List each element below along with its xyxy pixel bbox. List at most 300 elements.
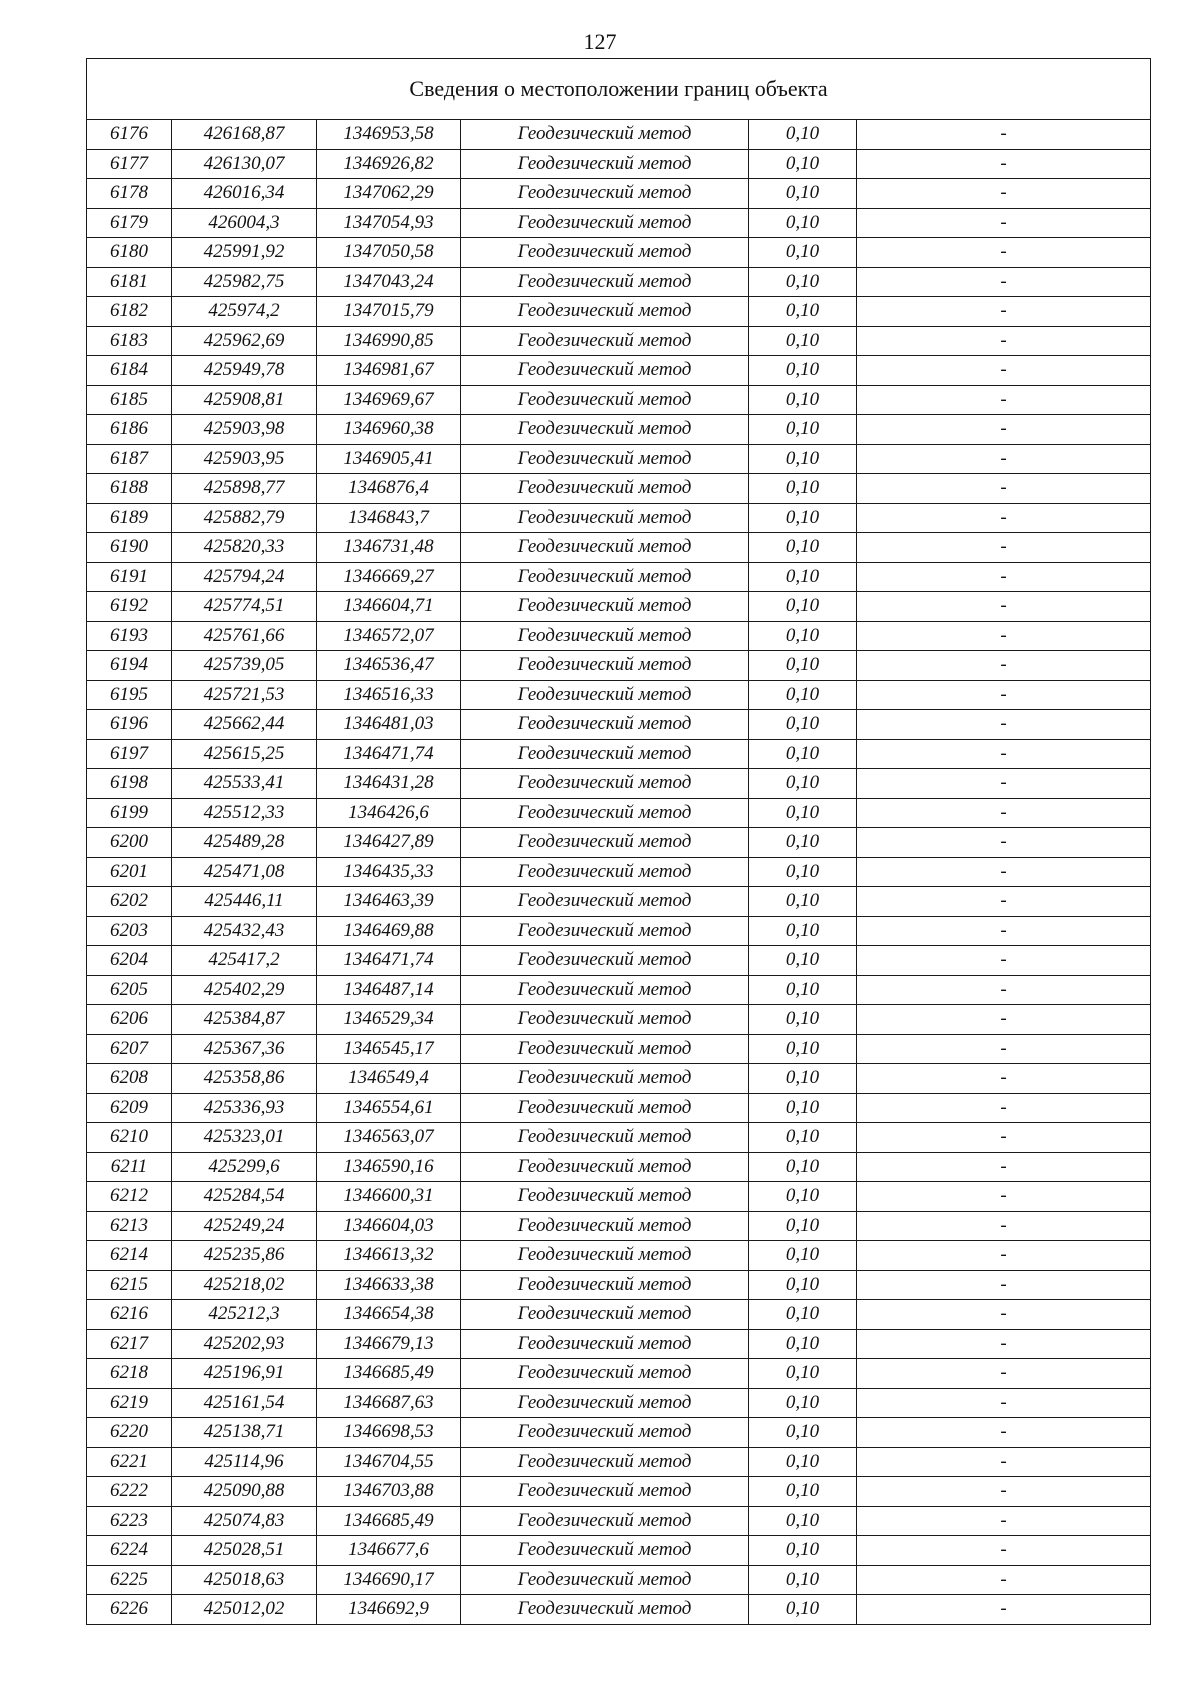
y-coordinate-cell: 1347050,58 [317, 238, 461, 268]
x-coordinate-cell: 425432,43 [172, 916, 317, 946]
description-cell: - [857, 1418, 1151, 1448]
x-coordinate-cell: 426130,07 [172, 149, 317, 179]
table-row [87, 798, 1151, 828]
point-number-cell: 6186 [87, 415, 172, 445]
y-coordinate-cell: 1346481,03 [317, 710, 461, 740]
accuracy-cell: 0,10 [749, 1506, 857, 1536]
accuracy-cell: 0,10 [749, 385, 857, 415]
point-number-cell: 6192 [87, 592, 172, 622]
table-row [87, 1329, 1151, 1359]
y-coordinate-cell: 1346731,48 [317, 533, 461, 563]
table-row [87, 916, 1151, 946]
x-coordinate-cell: 425138,71 [172, 1418, 317, 1448]
table-row [87, 1064, 1151, 1094]
point-number-cell: 6221 [87, 1447, 172, 1477]
table-row [87, 1388, 1151, 1418]
description-cell: - [857, 710, 1151, 740]
description-cell: - [857, 149, 1151, 179]
table-row [87, 1300, 1151, 1330]
point-number-cell: 6181 [87, 267, 172, 297]
y-coordinate-cell: 1346563,07 [317, 1123, 461, 1153]
y-coordinate-cell: 1346685,49 [317, 1506, 461, 1536]
point-number-cell: 6189 [87, 503, 172, 533]
x-coordinate-cell: 425284,54 [172, 1182, 317, 1212]
boundary-coordinates-table [86, 58, 1151, 1625]
y-coordinate-cell: 1347043,24 [317, 267, 461, 297]
description-cell: - [857, 680, 1151, 710]
accuracy-cell: 0,10 [749, 651, 857, 681]
accuracy-cell: 0,10 [749, 238, 857, 268]
point-number-cell: 6212 [87, 1182, 172, 1212]
accuracy-cell: 0,10 [749, 1329, 857, 1359]
point-number-cell: 6205 [87, 975, 172, 1005]
x-coordinate-cell: 425820,33 [172, 533, 317, 563]
description-cell: - [857, 474, 1151, 504]
method-cell: Геодезический метод [461, 503, 749, 533]
accuracy-cell: 0,10 [749, 120, 857, 150]
point-number-cell: 6206 [87, 1005, 172, 1035]
x-coordinate-cell: 426168,87 [172, 120, 317, 150]
x-coordinate-cell: 425446,11 [172, 887, 317, 917]
table-row [87, 1005, 1151, 1035]
accuracy-cell: 0,10 [749, 356, 857, 386]
table-row [87, 120, 1151, 150]
method-cell: Геодезический метод [461, 857, 749, 887]
accuracy-cell: 0,10 [749, 592, 857, 622]
description-cell: - [857, 1211, 1151, 1241]
y-coordinate-cell: 1346905,41 [317, 444, 461, 474]
method-cell: Геодезический метод [461, 1123, 749, 1153]
accuracy-cell: 0,10 [749, 798, 857, 828]
point-number-cell: 6178 [87, 179, 172, 209]
description-cell: - [857, 592, 1151, 622]
method-cell: Геодезический метод [461, 887, 749, 917]
x-coordinate-cell: 425212,3 [172, 1300, 317, 1330]
x-coordinate-cell: 425898,77 [172, 474, 317, 504]
table-row [87, 444, 1151, 474]
table-row [87, 1270, 1151, 1300]
table-row [87, 356, 1151, 386]
accuracy-cell: 0,10 [749, 710, 857, 740]
table-row [87, 1595, 1151, 1625]
description-cell: - [857, 444, 1151, 474]
table-row [87, 474, 1151, 504]
y-coordinate-cell: 1347054,93 [317, 208, 461, 238]
accuracy-cell: 0,10 [749, 828, 857, 858]
description-cell: - [857, 1388, 1151, 1418]
table-row [87, 946, 1151, 976]
table-row [87, 592, 1151, 622]
method-cell: Геодезический метод [461, 356, 749, 386]
accuracy-cell: 0,10 [749, 1477, 857, 1507]
method-cell: Геодезический метод [461, 680, 749, 710]
description-cell: - [857, 828, 1151, 858]
y-coordinate-cell: 1346590,16 [317, 1152, 461, 1182]
x-coordinate-cell: 425358,86 [172, 1064, 317, 1094]
y-coordinate-cell: 1346960,38 [317, 415, 461, 445]
method-cell: Геодезический метод [461, 1388, 749, 1418]
point-number-cell: 6203 [87, 916, 172, 946]
description-cell: - [857, 916, 1151, 946]
table-row [87, 1506, 1151, 1536]
y-coordinate-cell: 1346703,88 [317, 1477, 461, 1507]
x-coordinate-cell: 425794,24 [172, 562, 317, 592]
y-coordinate-cell: 1346487,14 [317, 975, 461, 1005]
point-number-cell: 6219 [87, 1388, 172, 1418]
point-number-cell: 6194 [87, 651, 172, 681]
point-number-cell: 6223 [87, 1506, 172, 1536]
x-coordinate-cell: 425662,44 [172, 710, 317, 740]
method-cell: Геодезический метод [461, 651, 749, 681]
x-coordinate-cell: 425903,98 [172, 415, 317, 445]
point-number-cell: 6184 [87, 356, 172, 386]
table-row [87, 651, 1151, 681]
y-coordinate-cell: 1346981,67 [317, 356, 461, 386]
accuracy-cell: 0,10 [749, 415, 857, 445]
table-header-row [87, 59, 1151, 120]
method-cell: Геодезический метод [461, 1034, 749, 1064]
method-cell: Геодезический метод [461, 1447, 749, 1477]
accuracy-cell: 0,10 [749, 1182, 857, 1212]
description-cell: - [857, 1270, 1151, 1300]
method-cell: Геодезический метод [461, 1300, 749, 1330]
y-coordinate-cell: 1346843,7 [317, 503, 461, 533]
x-coordinate-cell: 425161,54 [172, 1388, 317, 1418]
method-cell: Геодезический метод [461, 120, 749, 150]
table-row [87, 503, 1151, 533]
description-cell: - [857, 887, 1151, 917]
method-cell: Геодезический метод [461, 474, 749, 504]
method-cell: Геодезический метод [461, 238, 749, 268]
method-cell: Геодезический метод [461, 1536, 749, 1566]
description-cell: - [857, 1565, 1151, 1595]
method-cell: Геодезический метод [461, 769, 749, 799]
description-cell: - [857, 1064, 1151, 1094]
x-coordinate-cell: 425991,92 [172, 238, 317, 268]
accuracy-cell: 0,10 [749, 769, 857, 799]
table-row [87, 149, 1151, 179]
x-coordinate-cell: 425249,24 [172, 1211, 317, 1241]
accuracy-cell: 0,10 [749, 1595, 857, 1625]
x-coordinate-cell: 425982,75 [172, 267, 317, 297]
point-number-cell: 6204 [87, 946, 172, 976]
x-coordinate-cell: 425949,78 [172, 356, 317, 386]
y-coordinate-cell: 1346690,17 [317, 1565, 461, 1595]
method-cell: Геодезический метод [461, 297, 749, 327]
y-coordinate-cell: 1346463,39 [317, 887, 461, 917]
point-number-cell: 6225 [87, 1565, 172, 1595]
description-cell: - [857, 1093, 1151, 1123]
point-number-cell: 6208 [87, 1064, 172, 1094]
table-row [87, 1418, 1151, 1448]
method-cell: Геодезический метод [461, 1418, 749, 1448]
point-number-cell: 6196 [87, 710, 172, 740]
description-cell: - [857, 1152, 1151, 1182]
accuracy-cell: 0,10 [749, 149, 857, 179]
method-cell: Геодезический метод [461, 1477, 749, 1507]
x-coordinate-cell: 425323,01 [172, 1123, 317, 1153]
table-row [87, 1123, 1151, 1153]
y-coordinate-cell: 1346554,61 [317, 1093, 461, 1123]
method-cell: Геодезический метод [461, 1565, 749, 1595]
x-coordinate-cell: 425908,81 [172, 385, 317, 415]
table-row [87, 1152, 1151, 1182]
method-cell: Геодезический метод [461, 798, 749, 828]
accuracy-cell: 0,10 [749, 1300, 857, 1330]
table-row [87, 621, 1151, 651]
point-number-cell: 6220 [87, 1418, 172, 1448]
description-cell: - [857, 946, 1151, 976]
point-number-cell: 6185 [87, 385, 172, 415]
method-cell: Геодезический метод [461, 267, 749, 297]
table-row [87, 415, 1151, 445]
table-row [87, 1477, 1151, 1507]
point-number-cell: 6176 [87, 120, 172, 150]
point-number-cell: 6207 [87, 1034, 172, 1064]
accuracy-cell: 0,10 [749, 503, 857, 533]
description-cell: - [857, 120, 1151, 150]
table-title: Сведения о местоположении границ объекта [87, 59, 1151, 120]
y-coordinate-cell: 1346529,34 [317, 1005, 461, 1035]
y-coordinate-cell: 1346536,47 [317, 651, 461, 681]
point-number-cell: 6215 [87, 1270, 172, 1300]
description-cell: - [857, 208, 1151, 238]
accuracy-cell: 0,10 [749, 1064, 857, 1094]
y-coordinate-cell: 1346926,82 [317, 149, 461, 179]
description-cell: - [857, 1477, 1151, 1507]
point-number-cell: 6187 [87, 444, 172, 474]
point-number-cell: 6213 [87, 1211, 172, 1241]
y-coordinate-cell: 1346876,4 [317, 474, 461, 504]
method-cell: Геодезический метод [461, 208, 749, 238]
x-coordinate-cell: 425018,63 [172, 1565, 317, 1595]
table-row [87, 533, 1151, 563]
description-cell: - [857, 267, 1151, 297]
point-number-cell: 6218 [87, 1359, 172, 1389]
method-cell: Геодезический метод [461, 1359, 749, 1389]
table-row [87, 1359, 1151, 1389]
x-coordinate-cell: 425196,91 [172, 1359, 317, 1389]
description-cell: - [857, 621, 1151, 651]
y-coordinate-cell: 1346679,13 [317, 1329, 461, 1359]
x-coordinate-cell: 425489,28 [172, 828, 317, 858]
y-coordinate-cell: 1347062,29 [317, 179, 461, 209]
accuracy-cell: 0,10 [749, 1388, 857, 1418]
point-number-cell: 6214 [87, 1241, 172, 1271]
y-coordinate-cell: 1346633,38 [317, 1270, 461, 1300]
y-coordinate-cell: 1346471,74 [317, 739, 461, 769]
point-number-cell: 6201 [87, 857, 172, 887]
table-body [87, 120, 1151, 1625]
method-cell: Геодезический метод [461, 1182, 749, 1212]
x-coordinate-cell: 425417,2 [172, 946, 317, 976]
table-row [87, 179, 1151, 209]
point-number-cell: 6209 [87, 1093, 172, 1123]
x-coordinate-cell: 425202,93 [172, 1329, 317, 1359]
accuracy-cell: 0,10 [749, 1418, 857, 1448]
x-coordinate-cell: 425903,95 [172, 444, 317, 474]
description-cell: - [857, 769, 1151, 799]
x-coordinate-cell: 425384,87 [172, 1005, 317, 1035]
x-coordinate-cell: 425299,6 [172, 1152, 317, 1182]
x-coordinate-cell: 425721,53 [172, 680, 317, 710]
table-row [87, 975, 1151, 1005]
table-row [87, 562, 1151, 592]
method-cell: Геодезический метод [461, 415, 749, 445]
table-row [87, 828, 1151, 858]
accuracy-cell: 0,10 [749, 857, 857, 887]
point-number-cell: 6199 [87, 798, 172, 828]
accuracy-cell: 0,10 [749, 1005, 857, 1035]
x-coordinate-cell: 425533,41 [172, 769, 317, 799]
point-number-cell: 6216 [87, 1300, 172, 1330]
method-cell: Геодезический метод [461, 1005, 749, 1035]
method-cell: Геодезический метод [461, 179, 749, 209]
description-cell: - [857, 415, 1151, 445]
x-coordinate-cell: 425615,25 [172, 739, 317, 769]
accuracy-cell: 0,10 [749, 1447, 857, 1477]
x-coordinate-cell: 425235,86 [172, 1241, 317, 1271]
x-coordinate-cell: 425739,05 [172, 651, 317, 681]
table-row [87, 1241, 1151, 1271]
y-coordinate-cell: 1346427,89 [317, 828, 461, 858]
method-cell: Геодезический метод [461, 1093, 749, 1123]
method-cell: Геодезический метод [461, 975, 749, 1005]
method-cell: Геодезический метод [461, 149, 749, 179]
description-cell: - [857, 1182, 1151, 1212]
x-coordinate-cell: 425114,96 [172, 1447, 317, 1477]
accuracy-cell: 0,10 [749, 1123, 857, 1153]
description-cell: - [857, 385, 1151, 415]
point-number-cell: 6183 [87, 326, 172, 356]
accuracy-cell: 0,10 [749, 326, 857, 356]
method-cell: Геодезический метод [461, 1064, 749, 1094]
x-coordinate-cell: 426016,34 [172, 179, 317, 209]
table-row [87, 1536, 1151, 1566]
x-coordinate-cell: 425471,08 [172, 857, 317, 887]
accuracy-cell: 0,10 [749, 1034, 857, 1064]
x-coordinate-cell: 425761,66 [172, 621, 317, 651]
table-row [87, 1565, 1151, 1595]
description-cell: - [857, 857, 1151, 887]
description-cell: - [857, 238, 1151, 268]
point-number-cell: 6226 [87, 1595, 172, 1625]
table-row [87, 887, 1151, 917]
description-cell: - [857, 739, 1151, 769]
y-coordinate-cell: 1346435,33 [317, 857, 461, 887]
point-number-cell: 6211 [87, 1152, 172, 1182]
method-cell: Геодезический метод [461, 1270, 749, 1300]
x-coordinate-cell: 425074,83 [172, 1506, 317, 1536]
table-row [87, 1034, 1151, 1064]
accuracy-cell: 0,10 [749, 297, 857, 327]
table-row [87, 297, 1151, 327]
accuracy-cell: 0,10 [749, 680, 857, 710]
description-cell: - [857, 651, 1151, 681]
accuracy-cell: 0,10 [749, 975, 857, 1005]
description-cell: - [857, 326, 1151, 356]
table-row [87, 739, 1151, 769]
description-cell: - [857, 562, 1151, 592]
point-number-cell: 6179 [87, 208, 172, 238]
x-coordinate-cell: 425218,02 [172, 1270, 317, 1300]
point-number-cell: 6224 [87, 1536, 172, 1566]
method-cell: Геодезический метод [461, 739, 749, 769]
y-coordinate-cell: 1346545,17 [317, 1034, 461, 1064]
accuracy-cell: 0,10 [749, 946, 857, 976]
table-row [87, 680, 1151, 710]
y-coordinate-cell: 1346685,49 [317, 1359, 461, 1389]
method-cell: Геодезический метод [461, 1329, 749, 1359]
y-coordinate-cell: 1346698,53 [317, 1418, 461, 1448]
y-coordinate-cell: 1346990,85 [317, 326, 461, 356]
point-number-cell: 6193 [87, 621, 172, 651]
description-cell: - [857, 1329, 1151, 1359]
y-coordinate-cell: 1346953,58 [317, 120, 461, 150]
description-cell: - [857, 1595, 1151, 1625]
point-number-cell: 6210 [87, 1123, 172, 1153]
accuracy-cell: 0,10 [749, 739, 857, 769]
method-cell: Геодезический метод [461, 621, 749, 651]
x-coordinate-cell: 425774,51 [172, 592, 317, 622]
y-coordinate-cell: 1346469,88 [317, 916, 461, 946]
point-number-cell: 6177 [87, 149, 172, 179]
x-coordinate-cell: 425090,88 [172, 1477, 317, 1507]
description-cell: - [857, 533, 1151, 563]
y-coordinate-cell: 1347015,79 [317, 297, 461, 327]
x-coordinate-cell: 425028,51 [172, 1536, 317, 1566]
y-coordinate-cell: 1346677,6 [317, 1536, 461, 1566]
accuracy-cell: 0,10 [749, 474, 857, 504]
accuracy-cell: 0,10 [749, 1536, 857, 1566]
method-cell: Геодезический метод [461, 1506, 749, 1536]
y-coordinate-cell: 1346426,6 [317, 798, 461, 828]
method-cell: Геодезический метод [461, 562, 749, 592]
method-cell: Геодезический метод [461, 385, 749, 415]
description-cell: - [857, 1536, 1151, 1566]
point-number-cell: 6222 [87, 1477, 172, 1507]
x-coordinate-cell: 425974,2 [172, 297, 317, 327]
y-coordinate-cell: 1346600,31 [317, 1182, 461, 1212]
method-cell: Геодезический метод [461, 1152, 749, 1182]
accuracy-cell: 0,10 [749, 208, 857, 238]
y-coordinate-cell: 1346669,27 [317, 562, 461, 592]
description-cell: - [857, 975, 1151, 1005]
description-cell: - [857, 798, 1151, 828]
point-number-cell: 6202 [87, 887, 172, 917]
x-coordinate-cell: 425882,79 [172, 503, 317, 533]
y-coordinate-cell: 1346604,03 [317, 1211, 461, 1241]
accuracy-cell: 0,10 [749, 916, 857, 946]
accuracy-cell: 0,10 [749, 887, 857, 917]
description-cell: - [857, 297, 1151, 327]
method-cell: Геодезический метод [461, 946, 749, 976]
table-row [87, 710, 1151, 740]
description-cell: - [857, 1123, 1151, 1153]
y-coordinate-cell: 1346613,32 [317, 1241, 461, 1271]
accuracy-cell: 0,10 [749, 621, 857, 651]
y-coordinate-cell: 1346431,28 [317, 769, 461, 799]
y-coordinate-cell: 1346604,71 [317, 592, 461, 622]
description-cell: - [857, 1300, 1151, 1330]
table-row [87, 326, 1151, 356]
accuracy-cell: 0,10 [749, 1270, 857, 1300]
table-row [87, 238, 1151, 268]
y-coordinate-cell: 1346549,4 [317, 1064, 461, 1094]
x-coordinate-cell: 426004,3 [172, 208, 317, 238]
x-coordinate-cell: 425336,93 [172, 1093, 317, 1123]
point-number-cell: 6200 [87, 828, 172, 858]
